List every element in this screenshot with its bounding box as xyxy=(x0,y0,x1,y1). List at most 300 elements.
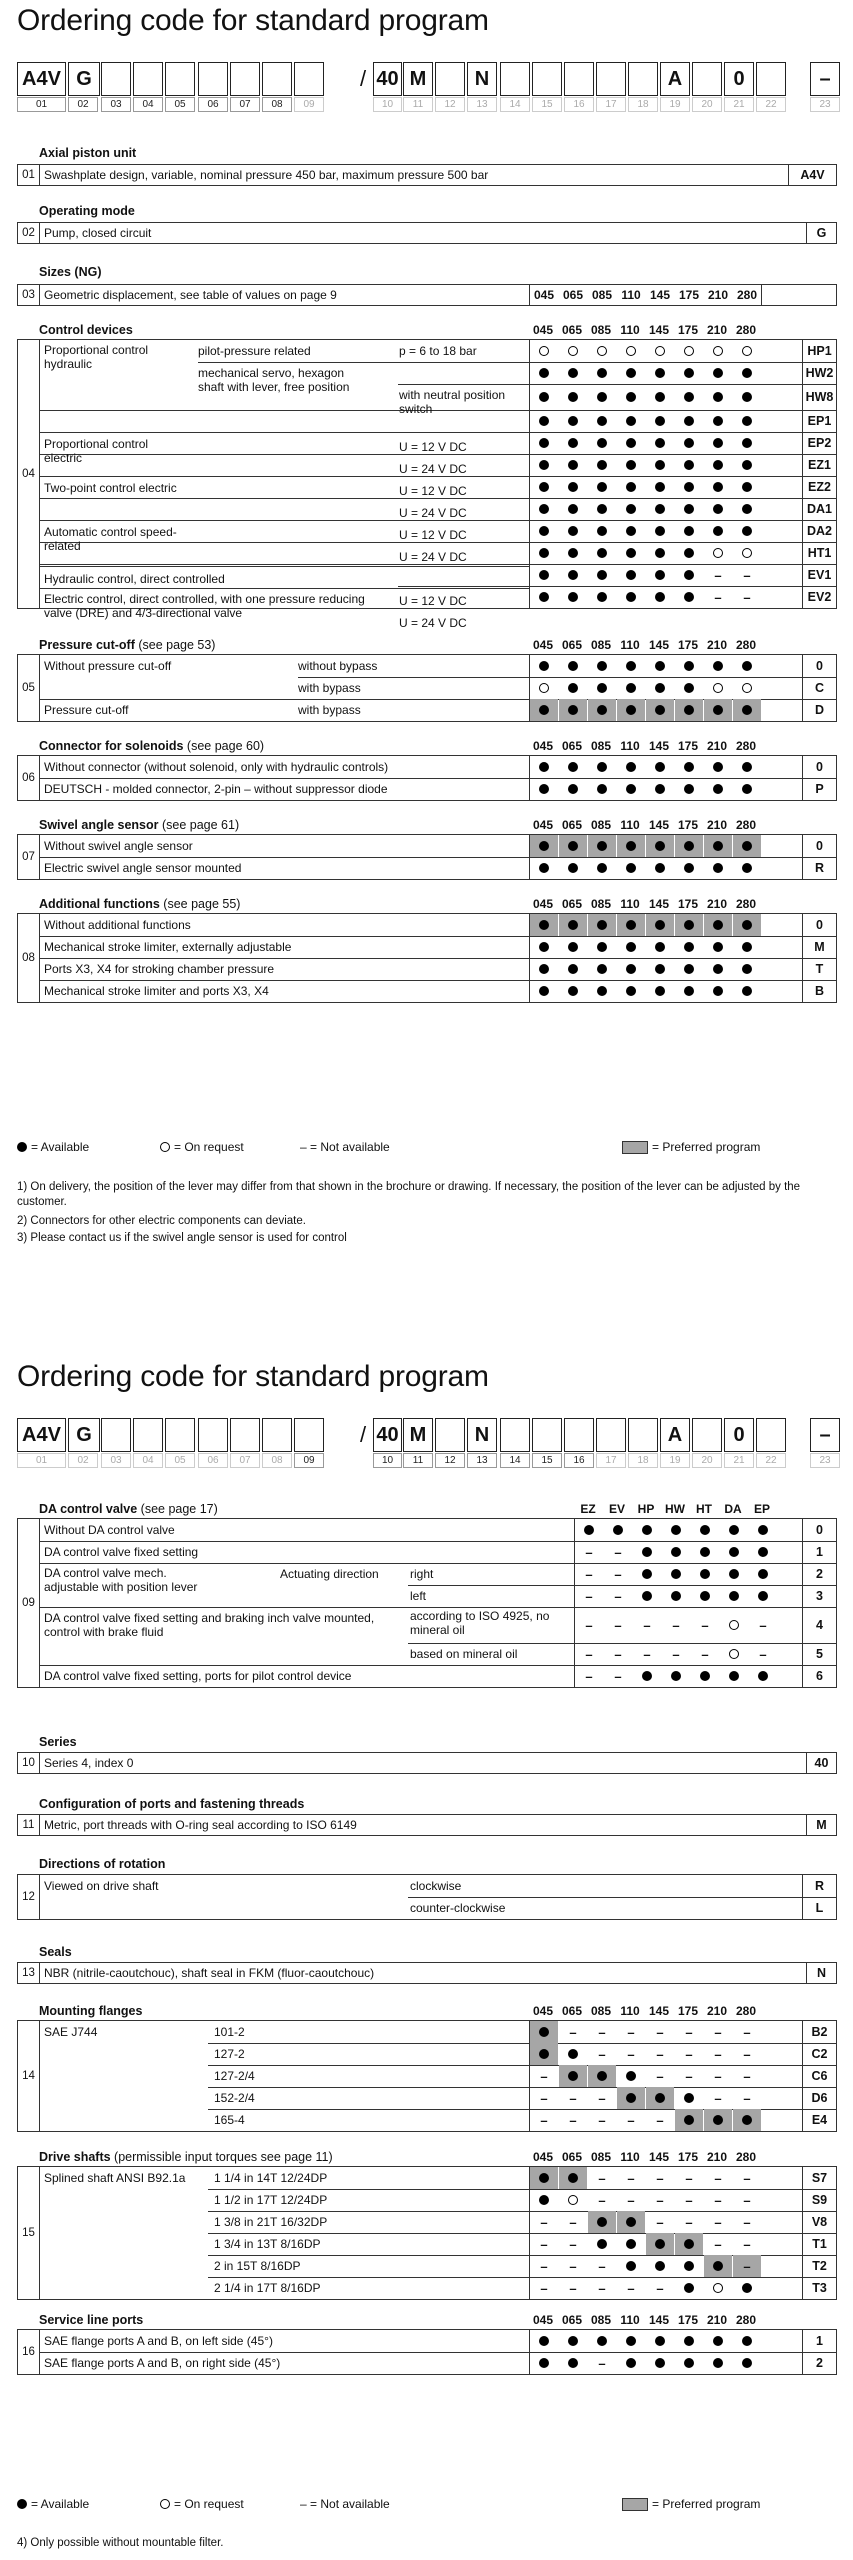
code-value: EP2 xyxy=(802,432,836,454)
availability-mark xyxy=(646,476,674,498)
availability-mark xyxy=(646,2021,674,2043)
availability-mark xyxy=(733,2189,761,2211)
code-box[interactable] xyxy=(165,1418,195,1452)
da-option: right xyxy=(410,1567,434,1581)
availability-mark xyxy=(588,2277,616,2299)
not-available-dash: – xyxy=(685,2214,693,2230)
size-column-header: 085 xyxy=(590,2004,612,2018)
availability-mark xyxy=(704,2233,732,2255)
availability-mark xyxy=(633,1519,661,1541)
code-box[interactable] xyxy=(500,1418,530,1452)
grid-line xyxy=(761,285,762,305)
availability-mark xyxy=(675,564,703,586)
code-value: HP1 xyxy=(802,340,836,362)
code-position-number: 13 xyxy=(467,97,497,112)
size-value: 110 xyxy=(621,288,641,302)
availability-mark xyxy=(675,520,703,542)
available-dot xyxy=(626,920,636,930)
available-dot xyxy=(539,2049,549,2059)
available-dot xyxy=(568,392,578,402)
code-box[interactable] xyxy=(262,1418,292,1452)
availability-mark xyxy=(530,980,558,1002)
available-dot xyxy=(655,841,665,851)
code-position-number: 17 xyxy=(596,1453,626,1468)
code-value: T xyxy=(802,958,836,980)
not-available-dash: – xyxy=(759,1617,767,1633)
control-label: Automatic control speed-related xyxy=(44,525,177,553)
code-box[interactable] xyxy=(692,62,722,96)
availability-mark xyxy=(704,2211,732,2233)
code-value: 0 xyxy=(802,835,836,857)
da-label: Actuating direction xyxy=(280,1567,379,1581)
available-dot xyxy=(626,482,636,492)
legend-not-available: – = Not available xyxy=(300,1140,390,1154)
code-value: B2 xyxy=(802,2021,836,2043)
availability-mark xyxy=(559,2233,587,2255)
available-dot xyxy=(539,2173,549,2183)
availability-mark xyxy=(704,699,732,721)
legend-text: = Available xyxy=(31,1140,90,1154)
code-box[interactable]: 0 xyxy=(724,62,754,96)
size-column-header: 110 xyxy=(620,818,640,832)
code-position-number: 12 xyxy=(435,97,465,112)
section-page-ref: (see page 61) xyxy=(158,818,240,832)
shaft-standard: Splined shaft ANSI B92.1a xyxy=(44,2171,186,2185)
on-request-circle xyxy=(626,346,636,356)
availability-mark xyxy=(646,958,674,980)
code-box[interactable] xyxy=(294,1418,324,1452)
row-label: Without swivel angle sensor xyxy=(44,839,193,853)
available-dot xyxy=(597,942,607,952)
code-box[interactable]: A4V xyxy=(17,1418,66,1452)
row-label: Ports X3, X4 for stroking chamber pressure xyxy=(44,962,275,976)
availability-mark xyxy=(575,1519,603,1541)
available-dot xyxy=(742,368,752,378)
availability-mark xyxy=(588,586,616,608)
available-dot xyxy=(568,2358,578,2368)
code-box[interactable] xyxy=(262,62,292,96)
not-available-dash: – xyxy=(614,1646,622,1662)
available-dot xyxy=(539,526,549,536)
control-voltage: U = 12 V DC xyxy=(399,594,467,608)
availability-mark xyxy=(675,432,703,454)
row-number: 16 xyxy=(18,2330,40,2374)
code-value: A4V xyxy=(788,165,836,185)
available-dot xyxy=(700,1671,710,1681)
availability-mark xyxy=(530,2255,558,2277)
not-available-dash: – xyxy=(656,2214,664,2230)
available-dot xyxy=(758,1591,768,1601)
available-dot xyxy=(655,416,665,426)
availability-mark xyxy=(733,677,761,699)
availability-mark xyxy=(559,542,587,564)
on-request-circle xyxy=(160,2499,170,2509)
available-dot xyxy=(626,2239,636,2249)
da-label: Without DA control valve xyxy=(44,1523,175,1537)
available-dot xyxy=(568,2071,578,2081)
available-dot xyxy=(597,986,607,996)
available-dot xyxy=(742,392,752,402)
availability-mark xyxy=(604,1519,632,1541)
code-box[interactable] xyxy=(133,1418,163,1452)
code-box[interactable] xyxy=(628,1418,658,1452)
size-column-header: 175 xyxy=(677,897,699,911)
not-available-dash: – xyxy=(598,2090,606,2106)
preferred-swatch xyxy=(622,1141,648,1154)
availability-mark xyxy=(675,699,703,721)
availability-mark xyxy=(559,2255,587,2277)
available-dot xyxy=(713,841,723,851)
code-box[interactable]: M xyxy=(403,1418,433,1452)
availability-mark xyxy=(588,980,616,1002)
availability-mark xyxy=(633,1643,661,1665)
code-box[interactable]: A xyxy=(660,62,690,96)
code-box[interactable] xyxy=(756,1418,786,1452)
code-position-number: 07 xyxy=(230,97,260,112)
availability-mark xyxy=(646,699,674,721)
code-box[interactable]: 40 xyxy=(373,1418,402,1452)
available-dot xyxy=(539,438,549,448)
size-column-header: 210 xyxy=(706,897,728,911)
code-box[interactable]: M xyxy=(403,62,433,96)
available-dot xyxy=(655,592,665,602)
code-value: 1 xyxy=(802,1541,836,1563)
code-box[interactable] xyxy=(294,62,324,96)
available-dot xyxy=(684,920,694,930)
not-available-dash: – xyxy=(714,589,722,605)
availability-mark xyxy=(704,980,732,1002)
code-box[interactable] xyxy=(692,1418,722,1452)
availability-mark xyxy=(588,564,616,586)
grid-line xyxy=(529,285,530,305)
section-title: Configuration of ports and fastening threads xyxy=(39,1797,305,1811)
size-value: 065 xyxy=(562,288,584,302)
code-value: EZ2 xyxy=(802,476,836,498)
not-available-dash: – xyxy=(685,2046,693,2062)
on-request-circle xyxy=(742,346,752,356)
control-voltage: U = 12 V DC xyxy=(399,484,467,498)
availability-mark xyxy=(530,936,558,958)
availability-mark xyxy=(704,2087,732,2109)
availability-mark xyxy=(733,586,761,608)
available-dot xyxy=(642,1671,652,1681)
code-box[interactable]: N xyxy=(467,62,497,96)
size-column-header: 145 xyxy=(648,323,670,337)
available-dot xyxy=(597,592,607,602)
availability-mark xyxy=(646,2189,674,2211)
code-box[interactable] xyxy=(564,1418,594,1452)
code-box[interactable] xyxy=(198,1418,228,1452)
code-box[interactable]: A xyxy=(660,1418,690,1452)
size-column-header: 175 xyxy=(677,818,699,832)
code-position-number: 07 xyxy=(230,1453,260,1468)
not-available-dash: – xyxy=(569,2214,577,2230)
availability-mark xyxy=(559,2352,587,2374)
not-available-dash: – xyxy=(685,2068,693,2084)
code-value: 1 xyxy=(802,2330,836,2352)
available-dot xyxy=(742,986,752,996)
available-dot xyxy=(713,392,723,402)
code-value: EV1 xyxy=(802,564,836,586)
availability-mark xyxy=(675,2043,703,2065)
availability-mark xyxy=(575,1563,603,1585)
availability-mark xyxy=(633,1541,661,1563)
availability-mark xyxy=(617,2277,645,2299)
availability-mark xyxy=(530,914,558,936)
code-box[interactable] xyxy=(101,62,131,96)
control-voltage: U = 24 V DC xyxy=(399,506,467,520)
available-dot xyxy=(584,1525,594,1535)
available-dot xyxy=(626,705,636,715)
available-dot xyxy=(539,570,549,580)
available-dot xyxy=(626,438,636,448)
legend-on-request xyxy=(160,2497,244,2511)
code-position-number: 08 xyxy=(262,97,292,112)
size-column-header: 145 xyxy=(648,2004,670,2018)
size-column-header: 145 xyxy=(648,897,670,911)
code-value: EP1 xyxy=(802,410,836,432)
availability-mark xyxy=(559,756,587,778)
available-dot xyxy=(642,1547,652,1557)
availability-mark xyxy=(646,914,674,936)
size-column-header: 280 xyxy=(735,323,757,337)
availability-mark xyxy=(530,2277,558,2299)
code-box[interactable] xyxy=(133,62,163,96)
on-request-circle xyxy=(568,346,578,356)
size-column-header: 065 xyxy=(561,739,583,753)
code-value: DA2 xyxy=(802,520,836,542)
availability-mark xyxy=(559,2087,587,2109)
code-box[interactable]: 0 xyxy=(724,1418,754,1452)
code-box[interactable] xyxy=(596,62,626,96)
available-dot xyxy=(539,504,549,514)
sizes-row xyxy=(17,284,837,306)
code-position-number: 03 xyxy=(101,97,131,112)
availability-mark xyxy=(733,520,761,542)
series-row xyxy=(17,1752,837,1774)
available-dot xyxy=(568,661,578,671)
size-column-header: 045 xyxy=(532,638,554,652)
availability-mark xyxy=(559,980,587,1002)
on-request-circle xyxy=(729,1649,739,1659)
availability-mark xyxy=(530,362,558,384)
on-request-circle xyxy=(160,1142,170,1152)
code-box[interactable] xyxy=(756,62,786,96)
size-column-header: 110 xyxy=(620,897,640,911)
code-box[interactable]: G xyxy=(68,62,100,96)
available-dot xyxy=(729,1591,739,1601)
size-value: 175 xyxy=(678,288,700,302)
size-column-header: 065 xyxy=(561,323,583,337)
availability-mark xyxy=(530,2233,558,2255)
row-label: SAE flange ports A and B, on left side (45°) xyxy=(44,2334,273,2348)
code-position-number: 10 xyxy=(373,1453,402,1468)
size-column-header: 065 xyxy=(561,897,583,911)
available-dot xyxy=(742,2358,752,2368)
legend-text: = On request xyxy=(174,2497,244,2511)
rotation-table xyxy=(17,1874,837,1920)
code-box[interactable]: 40 xyxy=(373,62,402,96)
row-number: 09 xyxy=(18,1519,40,1687)
availability-mark xyxy=(530,2109,558,2131)
code-box[interactable] xyxy=(165,62,195,96)
row-label: Mechanical stroke limiter, externally adjustable xyxy=(44,940,292,954)
row-number: 15 xyxy=(18,2167,40,2299)
availability-mark xyxy=(675,2189,703,2211)
code-box[interactable] xyxy=(435,1418,465,1452)
availability-mark xyxy=(559,835,587,857)
section-title: Swivel angle sensor (see page 61) xyxy=(39,818,240,832)
code-box[interactable] xyxy=(532,62,562,96)
code-box[interactable] xyxy=(596,1418,626,1452)
size-column-header: 045 xyxy=(532,2150,554,2164)
row-text: Swashplate design, variable, nominal pressure 450 bar, maximum pressure 500 bar xyxy=(44,168,489,182)
available-dot xyxy=(597,504,607,514)
code-box[interactable]: G xyxy=(68,1418,100,1452)
row-option: 1 1/2 in 17T 12/24DP xyxy=(214,2193,328,2207)
row-number: 14 xyxy=(18,2021,40,2131)
availability-mark xyxy=(675,498,703,520)
available-dot xyxy=(539,592,549,602)
available-dot xyxy=(742,438,752,448)
code-box[interactable] xyxy=(435,62,465,96)
available-dot xyxy=(626,2336,636,2346)
availability-mark xyxy=(733,936,761,958)
code-position-number: 17 xyxy=(596,97,626,112)
availability-mark xyxy=(733,2330,761,2352)
available-dot xyxy=(713,986,723,996)
row-number: 10 xyxy=(18,1753,40,1773)
available-dot xyxy=(539,2336,549,2346)
available-dot xyxy=(684,964,694,974)
not-available-dash: – xyxy=(614,1668,622,1684)
size-column-header: 175 xyxy=(677,638,699,652)
code-box[interactable] xyxy=(532,1418,562,1452)
code-value: T2 xyxy=(802,2255,836,2277)
not-available-dash: – xyxy=(540,2236,548,2252)
not-available-dash: – xyxy=(743,2236,751,2252)
not-available-dash: – xyxy=(714,2192,722,2208)
not-available-dash: – xyxy=(656,2112,664,2128)
da-option: according to ISO 4925, no mineral oil xyxy=(410,1609,550,1637)
available-dot xyxy=(539,548,549,558)
available-dot xyxy=(568,2173,578,2183)
availability-mark xyxy=(588,542,616,564)
code-box[interactable]: – xyxy=(810,62,840,96)
availability-mark xyxy=(588,2189,616,2211)
code-box[interactable] xyxy=(230,62,260,96)
code-position-number: 20 xyxy=(692,97,722,112)
availability-mark xyxy=(646,542,674,564)
size-column-header: 175 xyxy=(677,2313,699,2327)
available-dot xyxy=(684,863,694,873)
control-voltage: U = 24 V DC xyxy=(399,616,467,630)
not-available-dash: – xyxy=(585,1588,593,1604)
legend-text: = On request xyxy=(174,1140,244,1154)
available-dot xyxy=(671,1525,681,1535)
availability-mark xyxy=(617,914,645,936)
available-dot xyxy=(684,683,694,693)
code-box[interactable] xyxy=(628,62,658,96)
not-available-dash: – xyxy=(743,2024,751,2040)
control-devices-table xyxy=(17,339,837,630)
available-dot xyxy=(684,841,694,851)
code-position-number: 22 xyxy=(756,1453,786,1468)
availability-mark xyxy=(646,340,674,362)
code-value: T3 xyxy=(802,2277,836,2299)
availability-mark xyxy=(617,857,645,879)
available-dot xyxy=(539,920,549,930)
availability-mark xyxy=(675,2087,703,2109)
availability-mark xyxy=(617,2087,645,2109)
available-dot xyxy=(758,1569,768,1579)
on-request-circle xyxy=(655,346,665,356)
code-position-number: 21 xyxy=(724,1453,754,1468)
code-value: V8 xyxy=(802,2211,836,2233)
code-box[interactable] xyxy=(101,1418,131,1452)
availability-mark xyxy=(530,857,558,879)
section-title: Connector for solenoids (see page 60) xyxy=(39,739,265,753)
available-dot xyxy=(684,705,694,715)
availability-mark xyxy=(588,432,616,454)
available-dot xyxy=(684,460,694,470)
availability-mark xyxy=(530,586,558,608)
not-available-dash: – xyxy=(540,2280,548,2296)
code-box[interactable] xyxy=(230,1418,260,1452)
available-dot xyxy=(626,526,636,536)
availability-mark xyxy=(749,1665,777,1687)
code-box[interactable] xyxy=(198,62,228,96)
code-box[interactable] xyxy=(500,62,530,96)
legend-available xyxy=(17,1140,89,1154)
available-dot xyxy=(568,526,578,536)
available-dot xyxy=(568,920,578,930)
additional-functions-table xyxy=(17,913,837,1003)
group-divider xyxy=(40,476,529,477)
available-dot xyxy=(713,762,723,772)
availability-mark xyxy=(588,936,616,958)
availability-mark xyxy=(617,2109,645,2131)
availability-mark xyxy=(675,384,703,410)
availability-mark xyxy=(617,432,645,454)
available-dot xyxy=(758,1671,768,1681)
available-dot xyxy=(655,920,665,930)
code-box[interactable]: – xyxy=(810,1418,840,1452)
not-available-dash: – xyxy=(643,1617,651,1633)
available-dot xyxy=(539,2027,549,2037)
availability-mark xyxy=(588,778,616,800)
available-dot xyxy=(684,2358,694,2368)
availability-mark xyxy=(733,756,761,778)
available-dot xyxy=(655,392,665,402)
available-dot xyxy=(597,784,607,794)
on-request-circle xyxy=(713,548,723,558)
code-box[interactable] xyxy=(564,62,594,96)
code-box[interactable]: N xyxy=(467,1418,497,1452)
availability-mark xyxy=(733,542,761,564)
section-title: Directions of rotation xyxy=(39,1857,166,1871)
available-dot xyxy=(713,863,723,873)
available-dot xyxy=(597,392,607,402)
size-column-header: 110 xyxy=(620,638,640,652)
code-box[interactable]: A4V xyxy=(17,62,66,96)
available-dot xyxy=(684,438,694,448)
available-dot xyxy=(684,2336,694,2346)
section-page-ref: (see page 53) xyxy=(134,638,216,652)
row-option: 1 1/4 in 14T 12/24DP xyxy=(214,2171,328,2185)
section-title: Operating mode xyxy=(39,204,135,218)
row-number: 03 xyxy=(18,285,40,305)
